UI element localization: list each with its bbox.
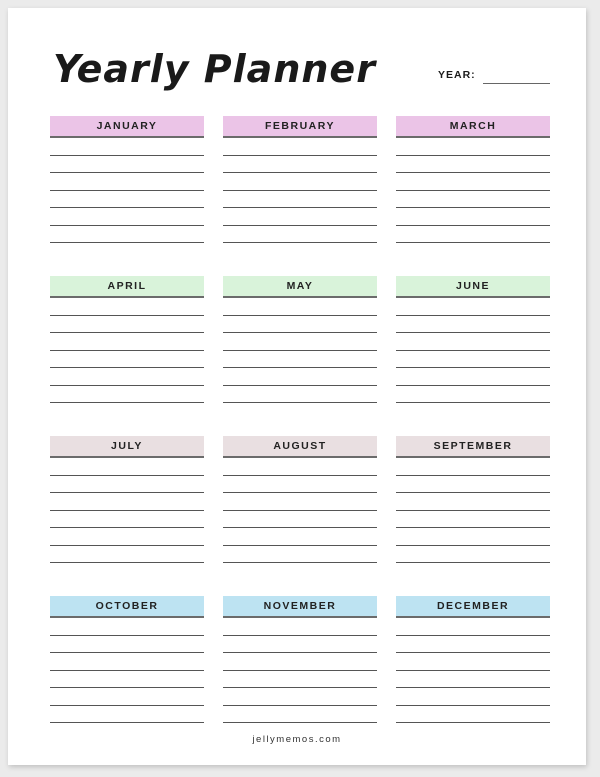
month-header: SEPTEMBER bbox=[396, 436, 550, 458]
month-write-line[interactable] bbox=[50, 618, 204, 636]
month-write-line[interactable] bbox=[50, 706, 204, 724]
month-block-october bbox=[50, 596, 204, 723]
month-write-line[interactable] bbox=[50, 298, 204, 316]
month-write-line[interactable] bbox=[50, 688, 204, 706]
month-write-line[interactable] bbox=[50, 191, 204, 209]
month-write-line[interactable] bbox=[396, 706, 550, 724]
month-block-april bbox=[50, 276, 204, 403]
month-block-july bbox=[50, 436, 204, 563]
month-grid bbox=[8, 8, 586, 765]
month-write-line[interactable] bbox=[50, 156, 204, 174]
month-write-line[interactable] bbox=[396, 493, 550, 511]
year-label: YEAR: bbox=[438, 69, 476, 81]
month-write-line[interactable] bbox=[223, 386, 377, 404]
planner-page bbox=[8, 8, 586, 765]
month-write-line[interactable] bbox=[396, 208, 550, 226]
month-header: DECEMBER bbox=[396, 596, 550, 618]
month-header: MARCH bbox=[396, 116, 550, 138]
month-write-line[interactable] bbox=[50, 546, 204, 564]
month-write-line[interactable] bbox=[223, 351, 377, 369]
month-write-line[interactable] bbox=[396, 546, 550, 564]
month-header: FEBRUARY bbox=[223, 116, 377, 138]
month-write-line[interactable] bbox=[396, 333, 550, 351]
month-write-line[interactable] bbox=[50, 226, 204, 244]
month-write-line[interactable] bbox=[223, 173, 377, 191]
month-write-line[interactable] bbox=[223, 333, 377, 351]
month-write-line[interactable] bbox=[50, 511, 204, 529]
month-write-line[interactable] bbox=[396, 476, 550, 494]
month-write-line[interactable] bbox=[50, 636, 204, 654]
month-write-line[interactable] bbox=[50, 208, 204, 226]
month-write-line[interactable] bbox=[223, 298, 377, 316]
month-header: APRIL bbox=[50, 276, 204, 298]
month-write-line[interactable] bbox=[396, 226, 550, 244]
month-header: JULY bbox=[50, 436, 204, 458]
month-write-line[interactable] bbox=[396, 316, 550, 334]
month-write-line[interactable] bbox=[223, 688, 377, 706]
month-block-june bbox=[396, 276, 550, 403]
month-write-line[interactable] bbox=[223, 618, 377, 636]
month-write-line[interactable] bbox=[396, 191, 550, 209]
month-write-line[interactable] bbox=[223, 476, 377, 494]
month-block-march bbox=[396, 116, 550, 243]
month-write-line[interactable] bbox=[223, 458, 377, 476]
month-write-line[interactable] bbox=[396, 386, 550, 404]
month-write-line[interactable] bbox=[223, 546, 377, 564]
month-header: JANUARY bbox=[50, 116, 204, 138]
month-write-line[interactable] bbox=[223, 208, 377, 226]
month-write-line[interactable] bbox=[396, 173, 550, 191]
month-write-line[interactable] bbox=[50, 368, 204, 386]
month-write-line[interactable] bbox=[223, 706, 377, 724]
month-block-september bbox=[396, 436, 550, 563]
month-write-line[interactable] bbox=[50, 653, 204, 671]
month-write-line[interactable] bbox=[223, 636, 377, 654]
month-write-line[interactable] bbox=[223, 493, 377, 511]
month-write-line[interactable] bbox=[396, 298, 550, 316]
month-write-line[interactable] bbox=[50, 476, 204, 494]
month-write-line[interactable] bbox=[50, 333, 204, 351]
month-write-line[interactable] bbox=[50, 351, 204, 369]
month-block-november bbox=[223, 596, 377, 723]
month-header: AUGUST bbox=[223, 436, 377, 458]
month-header: OCTOBER bbox=[50, 596, 204, 618]
month-write-line[interactable] bbox=[396, 688, 550, 706]
month-block-may bbox=[223, 276, 377, 403]
page-title: Yearly Planner bbox=[53, 47, 376, 91]
month-write-line[interactable] bbox=[50, 493, 204, 511]
month-write-line[interactable] bbox=[396, 653, 550, 671]
month-write-line[interactable] bbox=[50, 671, 204, 689]
month-write-line[interactable] bbox=[223, 653, 377, 671]
month-write-line[interactable] bbox=[396, 156, 550, 174]
month-header: MAY bbox=[223, 276, 377, 298]
month-write-line[interactable] bbox=[50, 316, 204, 334]
month-write-line[interactable] bbox=[50, 386, 204, 404]
month-write-line[interactable] bbox=[223, 138, 377, 156]
month-write-line[interactable] bbox=[396, 138, 550, 156]
month-write-line[interactable] bbox=[223, 368, 377, 386]
month-write-line[interactable] bbox=[50, 458, 204, 476]
month-block-january bbox=[50, 116, 204, 243]
month-write-line[interactable] bbox=[396, 511, 550, 529]
month-write-line[interactable] bbox=[396, 671, 550, 689]
month-write-line[interactable] bbox=[396, 636, 550, 654]
month-write-line[interactable] bbox=[50, 528, 204, 546]
month-write-line[interactable] bbox=[223, 671, 377, 689]
footer-website: jellymemos.com bbox=[252, 734, 342, 745]
month-write-line[interactable] bbox=[223, 226, 377, 244]
month-write-line[interactable] bbox=[223, 156, 377, 174]
month-write-line[interactable] bbox=[223, 528, 377, 546]
month-write-line[interactable] bbox=[223, 511, 377, 529]
month-block-february bbox=[223, 116, 377, 243]
month-write-line[interactable] bbox=[396, 528, 550, 546]
month-write-line[interactable] bbox=[396, 351, 550, 369]
month-write-line[interactable] bbox=[396, 458, 550, 476]
month-write-line[interactable] bbox=[50, 138, 204, 156]
month-write-line[interactable] bbox=[223, 316, 377, 334]
month-block-august bbox=[223, 436, 377, 563]
month-write-line[interactable] bbox=[396, 618, 550, 636]
month-header: JUNE bbox=[396, 276, 550, 298]
month-block-december bbox=[396, 596, 550, 723]
month-write-line[interactable] bbox=[50, 173, 204, 191]
month-write-line[interactable] bbox=[396, 368, 550, 386]
month-write-line[interactable] bbox=[223, 191, 377, 209]
month-header: NOVEMBER bbox=[223, 596, 377, 618]
